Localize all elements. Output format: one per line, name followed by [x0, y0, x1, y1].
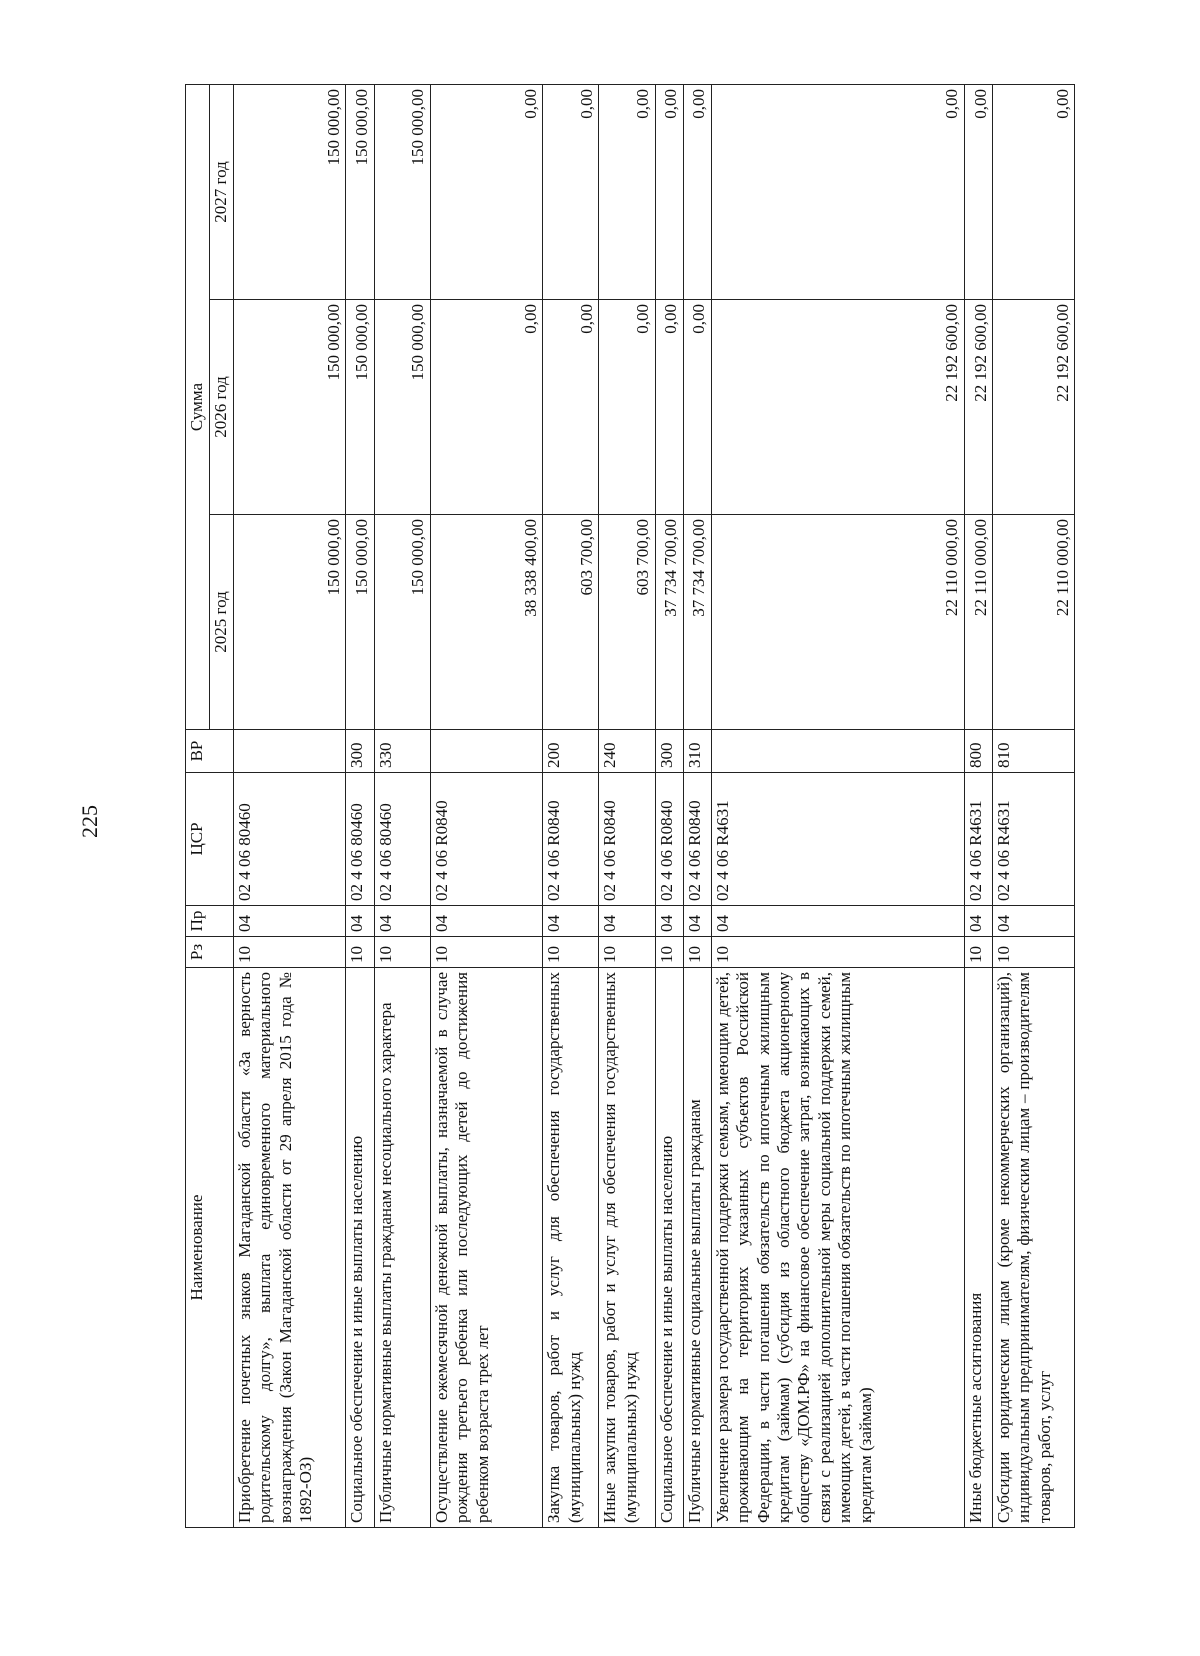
- row-rz: 10: [234, 937, 346, 968]
- row-csr: 02 4 06 R0840: [430, 773, 542, 906]
- row-pr: 04: [430, 906, 542, 937]
- row-name: Субсидии юридическим лицам (кроме некоммерческих организаций), индивидуальным предпринимателям, физическим лицам – производителям товаров, работ, услуг: [992, 968, 1074, 1528]
- row-amount-2025: 150 000,00: [346, 515, 374, 730]
- row-rz: 10: [430, 937, 542, 968]
- row-amount-2027: 0,00: [430, 85, 542, 300]
- row-vr: 240: [599, 730, 655, 773]
- row-vr: 800: [964, 730, 992, 773]
- table-row: [346, 85, 374, 1528]
- table-row: [374, 85, 430, 1528]
- row-csr: 02 4 06 R4631: [711, 773, 964, 906]
- row-amount-2027: 150 000,00: [346, 85, 374, 300]
- row-csr: 02 4 06 80460: [346, 773, 374, 906]
- header-rz: Рз: [186, 937, 234, 968]
- row-vr: [430, 730, 542, 773]
- header-sum: Сумма: [186, 85, 210, 730]
- table-row: [655, 85, 683, 1528]
- row-name: Публичные нормативные социальные выплаты гражданам: [683, 968, 711, 1528]
- row-vr: [711, 730, 964, 773]
- row-amount-2026: 0,00: [683, 300, 711, 515]
- row-pr: 04: [234, 906, 346, 937]
- row-vr: 330: [374, 730, 430, 773]
- row-pr: 04: [346, 906, 374, 937]
- row-amount-2027: 0,00: [543, 85, 599, 300]
- header-name: Наименование: [186, 968, 234, 1528]
- row-name: Осуществление ежемесячной денежной выплаты, назначаемой в случае рождения третьего ребенка или последующих детей до достижения ребенком возраста трех лет: [430, 968, 542, 1528]
- row-csr: 02 4 06 R0840: [599, 773, 655, 906]
- row-csr: 02 4 06 R0840: [543, 773, 599, 906]
- table-row: [543, 85, 599, 1528]
- row-rz: 10: [655, 937, 683, 968]
- row-rz: 10: [992, 937, 1074, 968]
- row-amount-2027: 0,00: [711, 85, 964, 300]
- table-row: [964, 85, 992, 1528]
- row-amount-2026: 0,00: [655, 300, 683, 515]
- row-name: Увеличение размера государственной поддержки семьям, имеющим детей, проживающим на территориях указанных субъектов Российской Федерации, в части погашения обязательств по ипотечным жилищным кредитам (займам) (субсидия из областного бюджета акционерному обществу «ДОМ.РФ» на финансовое обеспечение затрат, возникающих в связи с реализацией дополнительной меры социальной поддержки семей, имеющих детей, в части погашения обязательств по ипотечным жилищным кредитам (займам): [711, 968, 964, 1528]
- row-amount-2027: 150 000,00: [234, 85, 346, 300]
- row-amount-2027: 0,00: [964, 85, 992, 300]
- table-row: [683, 85, 711, 1528]
- row-name: Иные закупки товаров, работ и услуг для обеспечения государственных (муниципальных) нужд: [599, 968, 655, 1528]
- header-year-2025: 2025 год: [210, 515, 234, 730]
- row-amount-2027: 150 000,00: [374, 85, 430, 300]
- row-amount-2027: 0,00: [683, 85, 711, 300]
- row-amount-2026: 22 192 600,00: [711, 300, 964, 515]
- row-csr: 02 4 06 R4631: [964, 773, 992, 906]
- rotated-page-content: [185, 85, 1075, 1528]
- row-csr: 02 4 06 R4631: [992, 773, 1074, 906]
- row-amount-2025: 38 338 400,00: [430, 515, 542, 730]
- row-pr: 04: [711, 906, 964, 937]
- table-row: [711, 85, 964, 1528]
- row-csr: 02 4 06 80460: [374, 773, 430, 906]
- header-csr: ЦСР: [186, 773, 234, 906]
- row-amount-2026: 0,00: [599, 300, 655, 515]
- row-name: Социальное обеспечение и иные выплаты населению: [346, 968, 374, 1528]
- row-rz: 10: [374, 937, 430, 968]
- row-amount-2026: 0,00: [430, 300, 542, 515]
- row-amount-2026: 150 000,00: [346, 300, 374, 515]
- row-amount-2026: 0,00: [543, 300, 599, 515]
- row-name: Публичные нормативные выплаты гражданам несоциального характера: [374, 968, 430, 1528]
- row-rz: 10: [543, 937, 599, 968]
- header-vr: ВР: [186, 730, 234, 773]
- table-row: [992, 85, 1074, 1528]
- table-row: [430, 85, 542, 1528]
- row-amount-2026: 150 000,00: [234, 300, 346, 515]
- row-pr: 04: [599, 906, 655, 937]
- row-amount-2025: 37 734 700,00: [655, 515, 683, 730]
- row-vr: 310: [683, 730, 711, 773]
- row-amount-2025: 22 110 000,00: [711, 515, 964, 730]
- row-amount-2027: 0,00: [992, 85, 1074, 300]
- row-name: Закупка товаров, работ и услуг для обеспечения государственных (муниципальных) нужд: [543, 968, 599, 1528]
- row-csr: 02 4 06 R0840: [655, 773, 683, 906]
- row-vr: 300: [655, 730, 683, 773]
- row-name: Социальное обеспечение и иные выплаты населению: [655, 968, 683, 1528]
- table-row: [599, 85, 655, 1528]
- row-vr: 300: [346, 730, 374, 773]
- row-csr: 02 4 06 R0840: [683, 773, 711, 906]
- row-amount-2026: 150 000,00: [374, 300, 430, 515]
- row-rz: 10: [683, 937, 711, 968]
- row-amount-2027: 0,00: [599, 85, 655, 300]
- row-name: Иные бюджетные ассигнования: [964, 968, 992, 1528]
- row-pr: 04: [374, 906, 430, 937]
- row-amount-2026: 22 192 600,00: [964, 300, 992, 515]
- row-amount-2025: 603 700,00: [599, 515, 655, 730]
- row-amount-2025: 150 000,00: [374, 515, 430, 730]
- row-rz: 10: [599, 937, 655, 968]
- row-vr: 810: [992, 730, 1074, 773]
- row-rz: 10: [346, 937, 374, 968]
- header-year-2027: 2027 год: [210, 85, 234, 300]
- row-pr: 04: [964, 906, 992, 937]
- row-rz: 10: [711, 937, 964, 968]
- row-amount-2027: 0,00: [655, 85, 683, 300]
- budget-table: [185, 84, 1075, 1528]
- row-csr: 02 4 06 80460: [234, 773, 346, 906]
- row-vr: 200: [543, 730, 599, 773]
- row-name: Приобретение почетных знаков Магаданской области «За верность родительскому долгу», выплата единовременного материального вознаграждения (Закон Магаданской области от 29 апреля 2015 года № 1892-ОЗ): [234, 968, 346, 1528]
- row-amount-2025: 150 000,00: [234, 515, 346, 730]
- table-row: [234, 85, 346, 1528]
- row-amount-2025: 22 110 000,00: [964, 515, 992, 730]
- row-pr: 04: [992, 906, 1074, 937]
- row-amount-2025: 37 734 700,00: [683, 515, 711, 730]
- row-amount-2026: 22 192 600,00: [992, 300, 1074, 515]
- row-rz: 10: [964, 937, 992, 968]
- page-number: 225: [77, 805, 102, 838]
- row-pr: 04: [683, 906, 711, 937]
- header-year-2026: 2026 год: [210, 300, 234, 515]
- row-pr: 04: [543, 906, 599, 937]
- row-vr: [234, 730, 346, 773]
- row-pr: 04: [655, 906, 683, 937]
- row-amount-2025: 22 110 000,00: [992, 515, 1074, 730]
- row-amount-2025: 603 700,00: [543, 515, 599, 730]
- table-body: [234, 85, 1075, 1528]
- table-header: [186, 85, 234, 1528]
- header-pr: Пр: [186, 906, 234, 937]
